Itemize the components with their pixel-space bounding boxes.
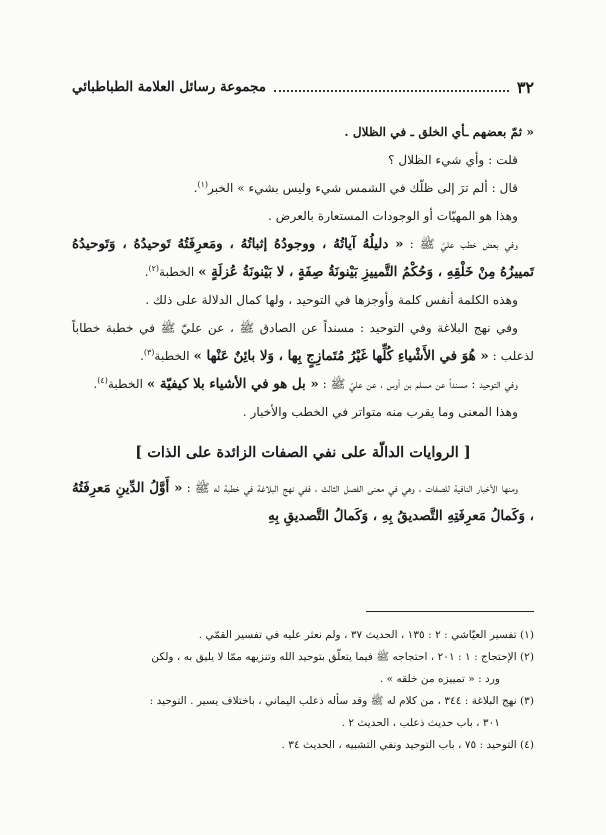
main-text bbox=[72, 118, 534, 530]
page-header bbox=[72, 76, 534, 98]
paragraph-1: « ثمّ بعضهم ـأي الخلق ـ في الظلال . bbox=[344, 125, 534, 139]
paragraph-5: وفي بعض خطب عليّ ﷺ : « دليلُهُ آياتُهُ ، ووجودُهُ إثباتُهُ ، ومَعرِفَتُهُ تَوحيدُهُ ، وَتَوحيدُهُ تَمييزُهُ مِنْ خَلْقِهِ ، وَحُكْمُ التَّمييزِ بَيْنونَةُ صِفَةٍ ، لا بَيْنونَةُ عُزلَةٍ » الخطبة$^{(٢)}$. bbox=[72, 236, 534, 280]
paragraph-7: وفي نهج البلاغة وفي التوحيد : مسنداً عن الصادق ﷺ ، عن عليّ ﷺ في خطبة خطاباً لذعلب : « هُوَ في الأَشْياءِ كُلِّها غَيْرُ مُتَمازِجٍ بِها ، وَلا بائِنٌ عَنْها » الخطبة$^{(٣)}$. bbox=[72, 321, 534, 364]
footnotes bbox=[72, 624, 534, 756]
paragraph-9: وهذا المعنى وما يقرب منه متواتر في الخطب والأخبار . bbox=[242, 405, 518, 419]
footnote-ref-1[interactable]: (١) bbox=[197, 179, 208, 189]
footnote-3: (٣) نهج البلاغة : ٣٤٤ ، من كلام له ﷺ وقد سأله ذعلب اليماني ، باختلاف يسير . التوحيد : bbox=[149, 695, 534, 707]
book-title: مجموعة رسائل العلامة الطباطبائي bbox=[72, 79, 267, 95]
paragraph-2: قلت : وأي شيء الظلال ؟ bbox=[388, 153, 518, 167]
quote-1: « دليلُهُ آياتُهُ ، ووجودُهُ إثباتُهُ ، ومَعرِفَتُهُ تَوحيدُهُ ، وَتَوحيدُهُ تَمييزُهُ مِنْ خَلْقِهِ ، وَحُكْمُ التَّمييزِ بَيْنونَةُ صِفَةٍ ، لا بَيْنونَةُ عُزلَةٍ » bbox=[72, 236, 534, 280]
footnote-2: (٢) الإحتجاج : ١ : ٢٠١ ، احتجاجه ﷺ فيما يتعلّق بتوحيد الله وتنزيهه ممّا لا يليق به ، ولكن bbox=[151, 651, 534, 663]
footnote-2-continuation: ورد : « تمييزه من خلقه » . bbox=[379, 673, 500, 685]
footnote-4: (٤) التوحيد : ٧٥ ، باب التوحيد ونفي التشبيه ، الحديث ٣٤ . bbox=[281, 739, 534, 751]
paragraph-10: ومنها الأخبار النافية للصفات ، وهي في معنى الفصل الثالث ، ففي نهج البلاغة في خطبة له ﷺ : « أَوَّلُ الدِّينِ مَعرِفَتُهُ ، وَكَمالُ مَعرِفَتِهِ التَّصديقُ بِهِ ، وَكَمالُ التَّصديقِ بِهِ bbox=[72, 480, 534, 524]
footnote-ref-3[interactable]: (٣) bbox=[143, 347, 155, 357]
quote-3: « بل هو في الأشياء بلا كيفيّة » bbox=[146, 376, 319, 392]
paragraph-4: وهذا هو المهيّات أو الوجودات المستعارة بالعرض . bbox=[268, 209, 518, 223]
footnote-3-continuation: ٣٠١ ، باب حديث ذعلب ، الحديث ٢ . bbox=[341, 717, 500, 729]
quote-4: « أَوَّلُ الدِّينِ مَعرِفَتُهُ ، وَكَمالُ مَعرِفَتِهِ التَّصديقُ بِهِ ، وَكَمالُ التَّصديقِ بِهِ bbox=[72, 480, 534, 524]
header-dotted-leader bbox=[274, 82, 509, 92]
paragraph-3: قال : ألم ترَ إلى ظلّك في الشمس شيء وليس بشيء » الخبر$^{(١)}$. bbox=[193, 179, 518, 195]
footnote-ref-4[interactable]: (٤) bbox=[97, 375, 108, 385]
paragraph-8: وفي التوحيد : مسنداً عن مسلم بن أوس ، عن عليّ ﷺ : « بل هو في الأشياء بلا كيفيّة » الخطبة$^{(٤)}$. bbox=[93, 375, 518, 392]
footnote-ref-2[interactable]: (٢) bbox=[148, 263, 160, 273]
footnote-separator bbox=[366, 611, 534, 612]
quote-2: « هُوَ في الأَشْياءِ كُلِّها غَيْرُ مُتَمازِجٍ بِها ، وَلا بائِنٌ عَنْها » bbox=[193, 348, 489, 364]
page-number: ٣٢ bbox=[516, 77, 534, 97]
footnote-1: (١) تفسير العيّاشي : ٢ : ١٣٥ ، الحديث ٣٧ ، ولم نعثر عليه في تفسير القمّي . bbox=[198, 629, 534, 641]
section-heading: [ الروايات الدالّة على نفي الصفات الزائدة على الذات ] bbox=[135, 444, 471, 461]
paragraph-6: وهذه الكلمة أنفس كلمة وأوجزها في التوحيد ، ولها كمال الدلالة على ذلك . bbox=[145, 293, 518, 307]
